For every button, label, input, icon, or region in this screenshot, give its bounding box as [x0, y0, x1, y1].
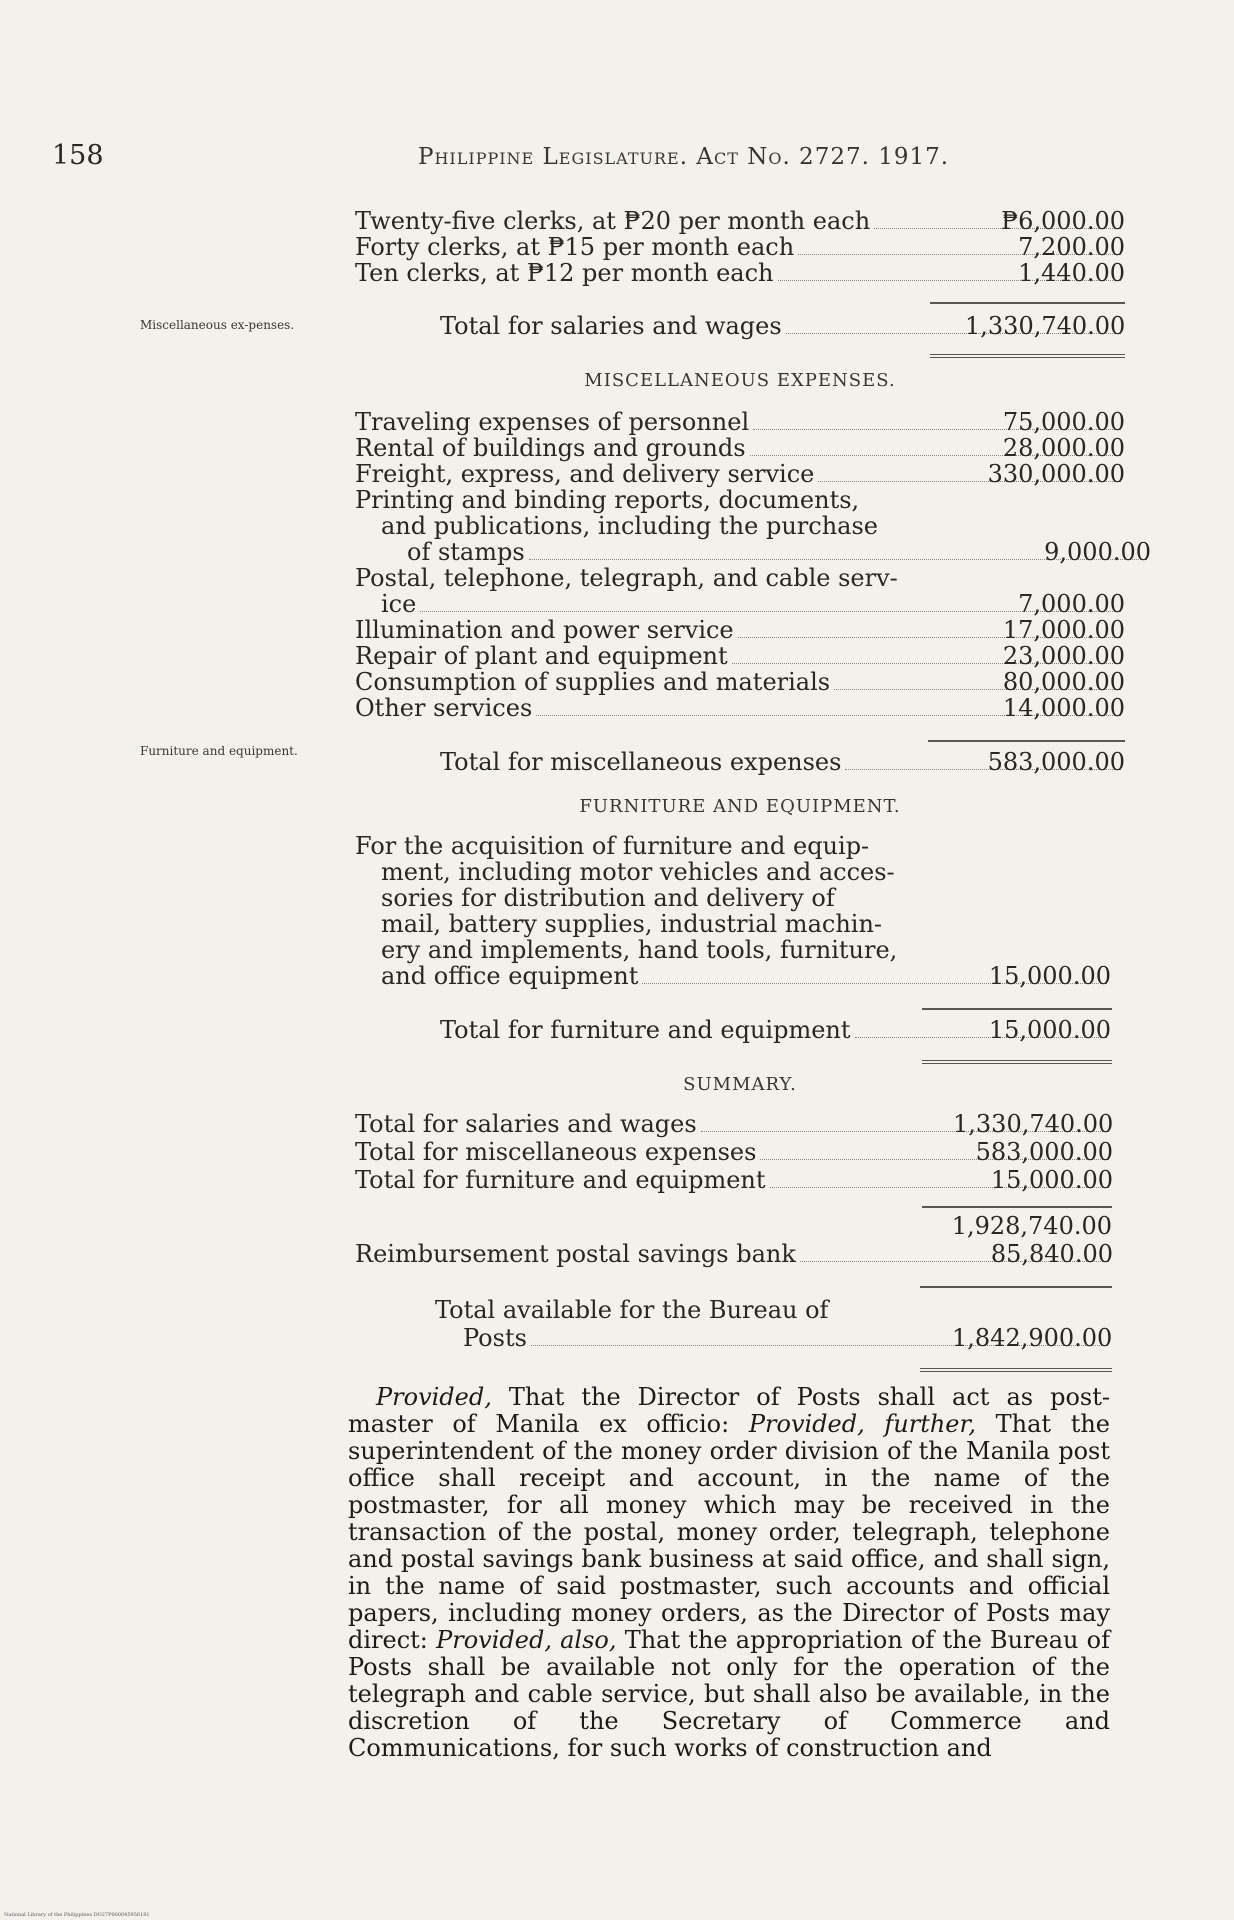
misc-line	[381, 538, 1151, 566]
misc-line	[381, 590, 1125, 618]
item-amount: 330,000.00	[987, 460, 1125, 488]
furniture-heading: FURNITURE AND EQUIPMENT.	[579, 796, 901, 817]
item-amount: 85,840.00	[990, 1240, 1113, 1268]
total-label: Posts	[463, 1324, 527, 1352]
item-amount: 1,440.00	[1018, 259, 1125, 287]
item-amount: 14,000.00	[1002, 694, 1125, 722]
item-amount: 15,000.00	[988, 962, 1111, 990]
grand-total	[463, 1324, 1112, 1352]
item-label: Consumption of supplies and materials	[355, 668, 831, 696]
item-amount: 28,000.00	[1002, 434, 1125, 462]
item-label: Twenty-five clerks, at ₱20 per month each	[355, 207, 871, 235]
item-amount: 1,330,740.00	[953, 1110, 1114, 1138]
summary-line	[355, 1138, 1113, 1166]
item-label: Ten clerks, at ₱12 per month each	[355, 259, 774, 287]
furniture-line	[381, 962, 1111, 990]
rule	[922, 1206, 1112, 1208]
double-rule	[922, 1060, 1112, 1064]
total-label: Total for furniture and equipment	[440, 1016, 851, 1044]
grand-total-text: Total available for the Bureau of	[435, 1296, 829, 1324]
total-amount: 1,842,900.00	[952, 1324, 1113, 1352]
item-label: Repair of plant and equipment	[355, 642, 728, 670]
item-amount: 7,000.00	[1018, 590, 1125, 618]
item-amount: 80,000.00	[1002, 668, 1125, 696]
item-label: Other services	[355, 694, 533, 722]
item-amount: 7,200.00	[1018, 233, 1125, 261]
summary-line	[355, 1110, 1113, 1138]
item-label: of stamps	[407, 538, 525, 566]
summary-subtotal: 1,928,740.00	[951, 1212, 1112, 1240]
margin-note-misc: Miscellaneous ex-penses.	[140, 318, 295, 332]
misc-line	[355, 668, 1125, 696]
item-label: Forty clerks, at ₱15 per month each	[355, 233, 795, 261]
misc-text-line: Postal, telephone, telegraph, and cable serv-	[355, 564, 898, 592]
total-amount: 1,330,740.00	[965, 312, 1126, 340]
misc-heading: MISCELLANEOUS EXPENSES.	[584, 370, 896, 391]
item-label: Reimbursement postal savings bank	[355, 1240, 796, 1268]
item-amount: 23,000.00	[1002, 642, 1125, 670]
double-rule	[920, 1368, 1112, 1372]
salary-line	[355, 207, 1125, 235]
furniture-total	[440, 1016, 1111, 1044]
proviso-em: Provided, further,	[748, 1410, 976, 1438]
total-label: Total for miscellaneous expenses	[440, 748, 842, 776]
furniture-text-line: ery and implements, hand tools, furniture,	[381, 936, 898, 964]
misc-line	[355, 460, 1125, 488]
item-amount: 17,000.00	[1002, 616, 1125, 644]
rule	[920, 1286, 1112, 1288]
item-amount: ₱6,000.00	[1001, 207, 1125, 235]
item-amount: 75,000.00	[1002, 408, 1125, 436]
item-label: Total for salaries and wages	[355, 1110, 697, 1138]
double-rule	[930, 354, 1125, 358]
rule	[930, 302, 1125, 304]
proviso-paragraph	[348, 1384, 1110, 1762]
proviso-em: Provided,	[376, 1383, 492, 1411]
item-label: and office equipment	[381, 962, 639, 990]
page-number: 158	[52, 140, 104, 171]
summary-line	[355, 1240, 1113, 1268]
misc-line	[355, 694, 1125, 722]
summary-heading: SUMMARY.	[683, 1074, 797, 1095]
furniture-text-line: For the acquisition of furniture and equip-	[355, 832, 870, 860]
item-amount: 583,000.00	[975, 1138, 1113, 1166]
item-label: ice	[381, 590, 417, 618]
item-amount: 9,000.00	[1044, 538, 1151, 566]
item-amount: 15,000.00	[990, 1166, 1113, 1194]
running-head: Philippine Legislature. Act No. 2727. 1917.	[418, 144, 950, 170]
footer-note: National Library of the Philippines DO27P000045956181	[4, 1912, 150, 1918]
misc-line	[355, 408, 1125, 436]
item-label: Rental of buildings and grounds	[355, 434, 746, 462]
item-label: Freight, express, and delivery service	[355, 460, 815, 488]
misc-total	[440, 748, 1125, 776]
furniture-text-line: mail, battery supplies, industrial machin-	[381, 910, 883, 938]
misc-line	[355, 642, 1125, 670]
salary-line	[355, 233, 1125, 261]
misc-text-line: Printing and binding reports, documents,	[355, 486, 860, 514]
rule	[928, 740, 1125, 742]
item-label: Total for furniture and equipment	[355, 1166, 766, 1194]
total-label: Total for salaries and wages	[440, 312, 782, 340]
item-label: Total for miscellaneous expenses	[355, 1138, 757, 1166]
proviso-text: That the appropriation of the Bureau of Posts shall be available not only for the operation of the telegraph and cable service, but shall also be available, in the discretion of the Secretary of Commerce and Communications, for such works of construction and	[348, 1626, 1111, 1762]
rule	[922, 1008, 1112, 1010]
salary-line	[355, 259, 1125, 287]
misc-line	[355, 434, 1125, 462]
misc-line	[355, 616, 1125, 644]
item-label: Traveling expenses of personnel	[355, 408, 750, 436]
proviso-em: Provided, also,	[436, 1626, 617, 1654]
proviso-text: That the Director of Posts shall act as post-master of Manila ex officio:	[348, 1383, 1110, 1438]
total-amount: 583,000.00	[987, 748, 1125, 776]
furniture-text-line: sories for distribution and delivery of	[381, 884, 835, 912]
total-amount: 15,000.00	[988, 1016, 1111, 1044]
proviso-text: That the superintendent of the money order division of the Manila post office shall receipt and account, in the name of the postmaster, for all money which may be received in the transaction of the postal, money order, telegraph, telephone and postal savings bank business at said office, and shall sign, in the name of said postmaster, such accounts and official papers, including money orders, as the Director of Posts may direct:	[348, 1410, 1111, 1654]
misc-text-line: and publications, including the purchase	[381, 512, 878, 540]
item-label: Illumination and power service	[355, 616, 734, 644]
margin-note-furniture: Furniture and equipment.	[140, 744, 298, 758]
furniture-text-line: ment, including motor vehicles and acces-	[381, 858, 895, 886]
salaries-total	[440, 312, 1125, 340]
summary-line	[355, 1166, 1113, 1194]
